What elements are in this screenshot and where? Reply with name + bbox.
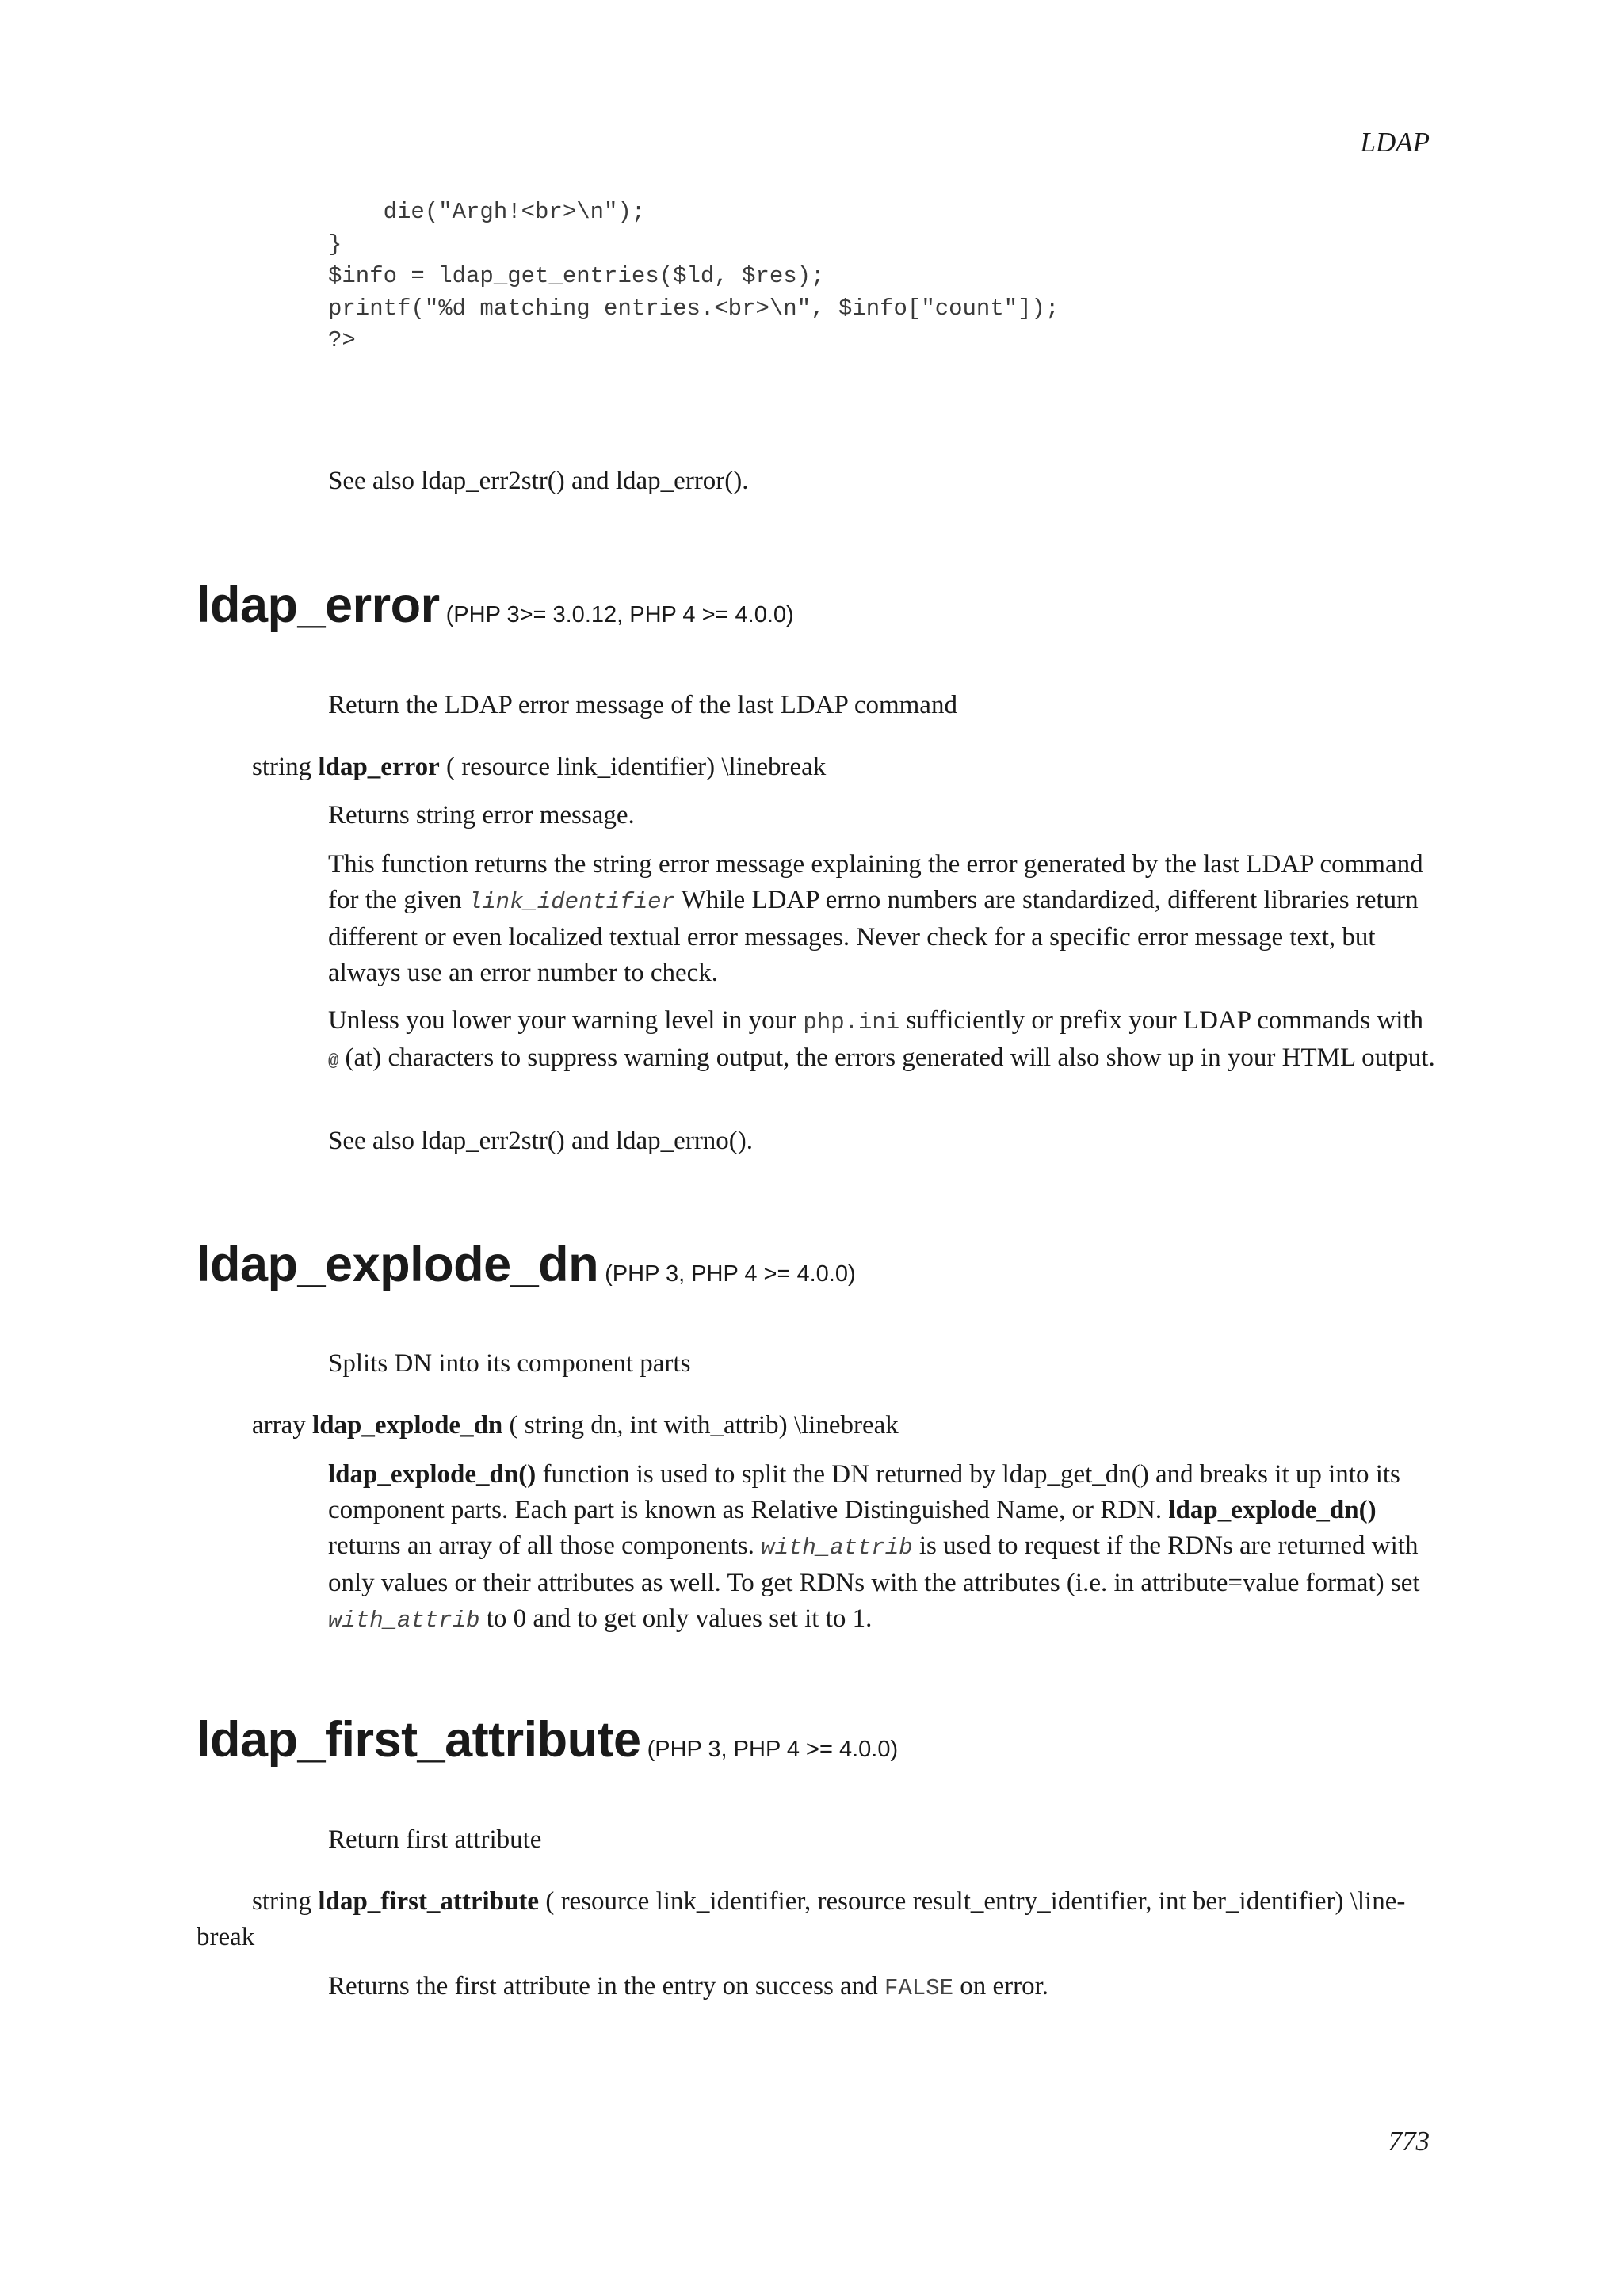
false-constant: FALSE xyxy=(884,1975,954,2001)
function-name: ldap_first_attribute xyxy=(197,1712,641,1768)
function-name: ldap_explode_dn xyxy=(197,1237,599,1292)
synopsis-params: ( string dn, int with_attrib) \linebreak xyxy=(509,1411,899,1440)
synopsis-function: ldap_explode_dn xyxy=(312,1411,503,1440)
desc-text: While LDAP errno numbers are standardized, different libraries return different or even localized textual error messages. Never check for a specific error message text, but always use an error number to check. xyxy=(328,886,1419,987)
function-name: ldap_error xyxy=(197,578,440,633)
param-with-attrib: with_attrib xyxy=(328,1608,480,1634)
ldap-first-attribute-returns xyxy=(328,1969,1438,2006)
code-listing xyxy=(328,196,1059,357)
at-symbol: @ xyxy=(328,1051,339,1071)
desc-text: returns an array of all those components. xyxy=(328,1531,754,1560)
desc-text: sufficiently or prefix your LDAP commands with xyxy=(906,1006,1424,1035)
desc-text: (at) characters to suppress warning output, the errors generated will also show up in your HTML output. xyxy=(345,1043,1435,1072)
errno-see-also: See also ldap_err2str() and ldap_error(). xyxy=(328,467,749,495)
return-type: string xyxy=(252,753,312,781)
function-ref: ldap_explode_dn() xyxy=(1168,1496,1377,1524)
synopsis-params: ( resource link_identifier) \linebreak xyxy=(446,753,827,781)
desc-text: Returns the first attribute in the entry on success and xyxy=(328,1972,878,2000)
code-line: ?> xyxy=(328,327,356,353)
ldap-explode-dn-purpose: Splits DN into its component parts xyxy=(328,1349,691,1378)
ldap-first-attribute-purpose: Return first attribute xyxy=(328,1825,542,1854)
ldap-error-description xyxy=(328,847,1438,991)
ldap-explode-dn-heading xyxy=(197,1236,856,1293)
ldap-first-attribute-heading xyxy=(197,1711,898,1768)
return-type: array xyxy=(252,1411,306,1440)
function-ref: ldap_explode_dn() xyxy=(328,1460,537,1489)
ldap-first-attribute-synopsis xyxy=(197,1884,1449,1955)
desc-text: to 0 and to get only values set it to 1. xyxy=(486,1604,873,1633)
version-info: (PHP 3, PHP 4 >= 4.0.0) xyxy=(605,1261,856,1287)
php-ini-filename: php.ini xyxy=(803,1009,900,1035)
ldap-explode-dn-description xyxy=(328,1457,1438,1638)
param-link-identifier: link_identifier xyxy=(468,889,675,915)
code-line: printf("%d matching entries.<br>\n", $info["count"]); xyxy=(328,295,1060,322)
ldap-explode-dn-synopsis xyxy=(252,1408,1441,1444)
ldap-error-heading xyxy=(197,577,794,634)
desc-text: Unless you lower your warning level in your xyxy=(328,1006,797,1035)
code-line: } xyxy=(328,231,342,257)
desc-text: is used to request if the RDNs are returned with only values or their attributes as well. To get RDNs with the attributes (i.e. in attribute=value format) set xyxy=(328,1531,1420,1597)
ldap-error-warning-note xyxy=(328,1003,1438,1079)
page-number: 773 xyxy=(1388,2126,1430,2157)
synopsis-params: ( resource link_identifier, resource result_entry_identifier, int ber_identifier) \line-break xyxy=(197,1887,1406,1951)
desc-text: function is used to split the DN returned by ldap_get_dn() and breaks it up into its component parts. Each part is known as Relative Distinguished Name, or RDN. xyxy=(328,1460,1400,1524)
version-info: (PHP 3, PHP 4 >= 4.0.0) xyxy=(647,1737,899,1762)
running-header: LDAP xyxy=(1360,127,1430,158)
synopsis-function: ldap_first_attribute xyxy=(318,1887,540,1916)
code-line: die("Argh!<br>\n"); xyxy=(328,199,646,225)
ldap-error-purpose: Return the LDAP error message of the last LDAP command xyxy=(328,691,957,719)
synopsis-function: ldap_error xyxy=(318,753,440,781)
param-with-attrib: with_attrib xyxy=(761,1535,913,1561)
ldap-error-returns: Returns string error message. xyxy=(328,801,635,830)
version-info: (PHP 3>= 3.0.12, PHP 4 >= 4.0.0) xyxy=(445,602,794,627)
ldap-error-see-also: See also ldap_err2str() and ldap_errno(). xyxy=(328,1127,754,1155)
desc-text: on error. xyxy=(960,1972,1049,2000)
code-line: $info = ldap_get_entries($ld, $res); xyxy=(328,263,825,289)
return-type: string xyxy=(252,1887,312,1916)
desc-text: This function returns the string error message explaining the error generated by the last LDAP command for the given xyxy=(328,850,1423,914)
ldap-error-synopsis xyxy=(252,749,1441,785)
